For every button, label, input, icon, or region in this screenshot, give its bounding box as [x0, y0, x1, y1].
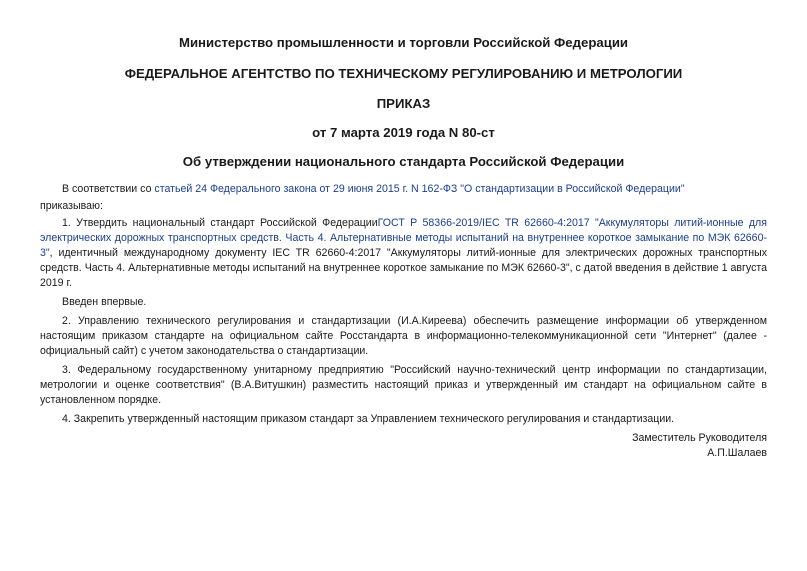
- item-3-paragraph: 3. Федеральному государственному унитарному предприятию "Российский научно-технический центр информации по стандартизации, метрологии и оценке соответствия" (В.А.Витушкин) разместить настоящий приказ и утвержденный им стандарт на официальном сайте в установленном порядке.: [40, 364, 767, 406]
- standard-link[interactable]: ГОСТ Р 58366-2019/IEC TR 62660-4:2017 "Аккумуляторы литий-ионные для электрических дорожных транспортных средств. Часть 4. Альтернативные методы испытаний на внутреннее короткое замыкание по МЭК 62660-3": [40, 217, 767, 259]
- item-1-prefix: 1. Утвердить национальный стандарт Российской Федерации: [62, 217, 378, 229]
- introduced-note: Введен впервые.: [62, 296, 147, 308]
- item-2-paragraph: 2. Управлению технического регулирования и стандартизации (И.А.Киреева) обеспечить размещение информации об утвержденном настоящим приказом стандарте на официальном сайте Росстандарта в информационно-телекоммуникационной сети "Интернет" (далее - официальный сайт) с учетом законодательства о стандартизации.: [40, 315, 767, 357]
- order-word: приказываю:: [40, 200, 103, 212]
- signer-position: Заместитель Руководителя: [632, 432, 767, 444]
- federal-law-link[interactable]: статьей 24 Федерального закона от 29 июня 2015 г. N 162-ФЗ "О стандартизации в Российской Федерации": [154, 183, 685, 195]
- signer-name: А.П.Шалаев: [707, 447, 767, 459]
- document-date-number: от 7 марта 2019 года N 80-ст: [312, 125, 495, 140]
- document-subject: Об утверждении национального стандарта Российской Федерации: [182, 154, 625, 169]
- agency-title: ФЕДЕРАЛЬНОЕ АГЕНТСТВО ПО ТЕХНИЧЕСКОМУ РЕГУЛИРОВАНИЮ И МЕТРОЛОГИИ: [124, 66, 683, 81]
- item-4-paragraph: 4. Закрепить утвержденный настоящим приказом стандарт за Управлением технического регулирования и стандартизации.: [62, 413, 675, 425]
- intro-prefix: В соответствии со: [62, 183, 155, 195]
- document-body: [40, 182, 767, 427]
- intro-paragraph: [40, 182, 767, 197]
- ministry-title: Министерство промышленности и торговли Российской Федерации: [178, 35, 629, 50]
- document-type: ПРИКАЗ: [376, 96, 431, 111]
- item-1-paragraph: [40, 216, 767, 291]
- item-1-suffix: , идентичный международному документу IEC TR 62660-4:2017 "Аккумуляторы литий-ионные для электрических дорожных транспортных средств. Часть 4. Альтернативные методы испытаний на внутреннее короткое замыкание по МЭК 62660-3", с датой введения в действие 1 августа 2019 г.: [40, 247, 767, 289]
- signature-block: [40, 431, 767, 461]
